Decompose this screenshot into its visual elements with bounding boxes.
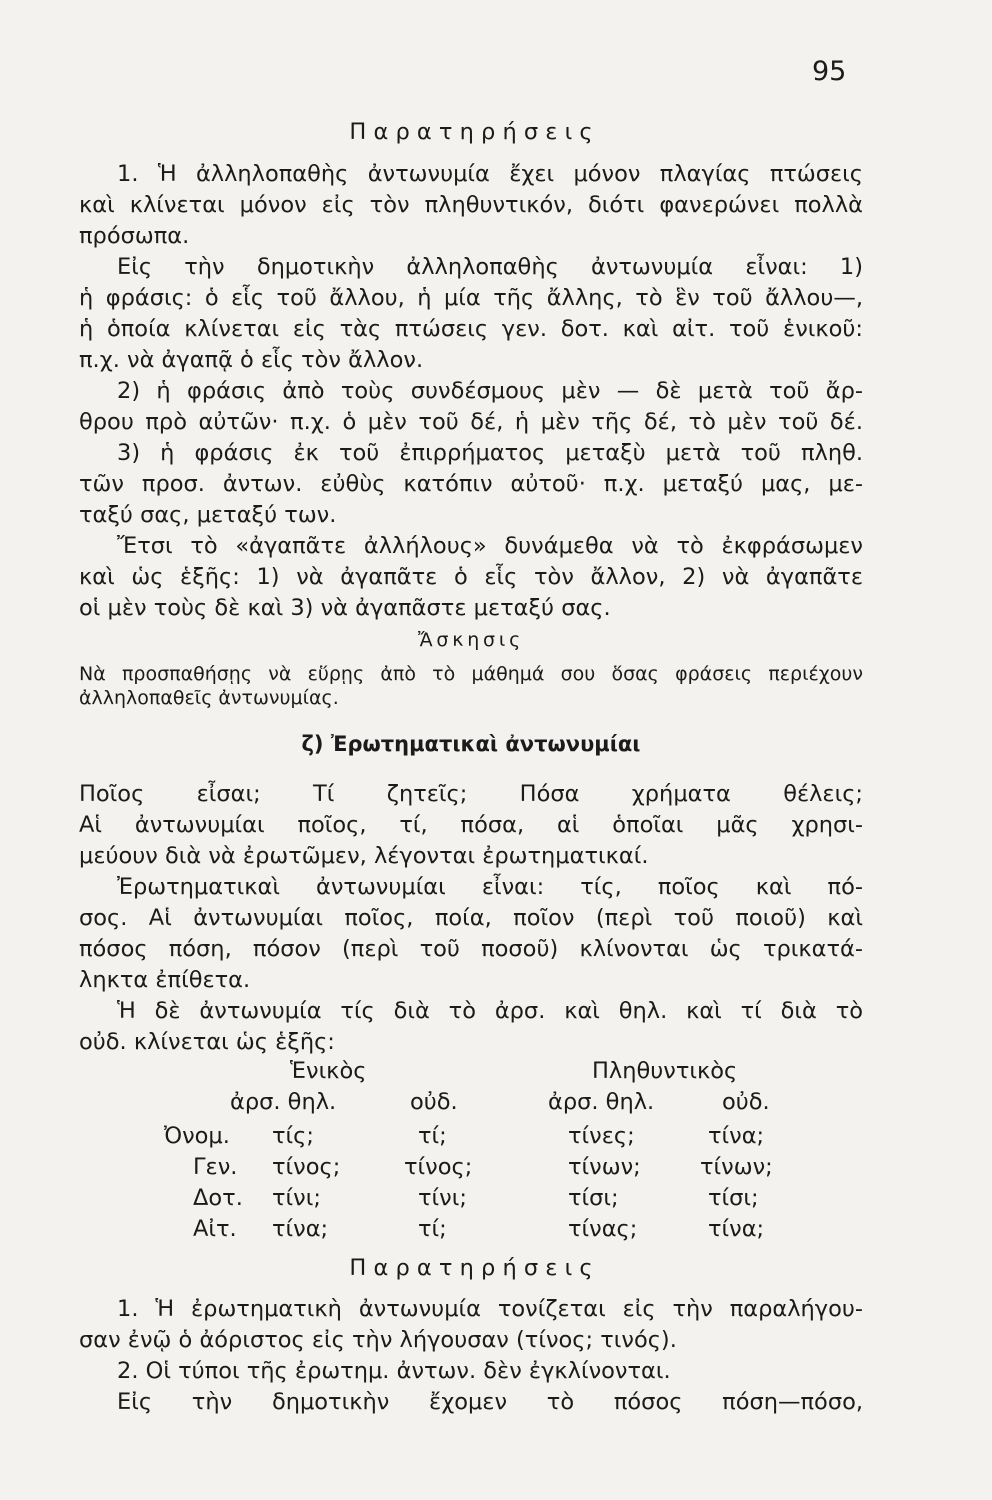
- table-cell: τίνες;: [568, 1123, 635, 1149]
- table-cell: τίσι;: [708, 1185, 759, 1211]
- paragraph-line: ἡ ὁποία κλίνεται εἰς τὰς πτώσεις γεν. δοτ. καὶ αἰτ. τοῦ ἑνικοῦ:: [79, 316, 863, 342]
- paragraph-line: οὐδ. κλίνεται ὡς ἑξῆς:: [79, 1029, 335, 1055]
- case-label: Δοτ.: [193, 1185, 243, 1211]
- section-heading-observations-2: Π α ρ α τ η ρ ή σ ε ι ς: [349, 1255, 593, 1281]
- sub-header: οὐδ.: [722, 1089, 770, 1115]
- paragraph-line: σαν ἐνῷ ὁ ἀόριστος εἰς τὴν λήγουσαν (τίνος; τινός).: [79, 1327, 677, 1353]
- paragraph-line: οἱ μὲν τοὺς δὲ καὶ 3) νὰ ἀγαπᾶστε μεταξύ σας.: [79, 595, 611, 621]
- table-cell: τίνας;: [568, 1216, 638, 1242]
- singular-header: Ἑνικὸς: [290, 1058, 367, 1084]
- paragraph-line: 2. Οἱ τύποι τῆς ἐρωτημ. ἀντων. δὲν ἐγκλίνονται.: [117, 1358, 671, 1384]
- table-cell: τίνων;: [568, 1154, 641, 1180]
- paragraph-line: Ἐρωτηματικαὶ ἀντωνυμίαι εἶναι: τίς, ποῖος καὶ πό-: [117, 874, 863, 900]
- section-heading-observations: Π α ρ α τ η ρ ή σ ε ι ς: [349, 119, 593, 145]
- paragraph-line: πόσος πόση, πόσον (περὶ τοῦ ποσοῦ) κλίνονται ὡς τρικατά-: [79, 936, 863, 962]
- table-cell: τί;: [418, 1123, 447, 1149]
- paragraph-line: μεύουν διὰ νὰ ἐρωτῶμεν, λέγονται ἐρωτηματικαί.: [79, 843, 649, 869]
- paragraph-line: καὶ κλίνεται μόνον εἰς τὸν πληθυντικόν, διότι φανερώνει πολλὰ: [79, 192, 863, 218]
- section-heading-interrogative: ζ) Ἐρωτηματικαὶ ἀντωνυμίαι: [301, 732, 641, 756]
- paragraph-line: Ἡ δὲ ἀντωνυμία τίς διὰ τὸ ἀρσ. καὶ θηλ. καὶ τί διὰ τὸ: [117, 998, 863, 1024]
- paragraph-line: 2) ἡ φράσις ἀπὸ τοὺς συνδέσμους μὲν — δὲ μετὰ τοῦ ἄρ-: [117, 378, 863, 404]
- paragraph-line: Εἰς τὴν δημοτικὴν ἔχομεν τὸ πόσος πόση—πόσο,: [117, 1389, 863, 1415]
- table-cell: τίνων;: [700, 1154, 773, 1180]
- paragraph-line: Ποῖος εἶσαι; Τί ζητεῖς; Πόσα χρήματα θέλεις;: [79, 781, 863, 807]
- table-cell: τίνος;: [272, 1154, 341, 1180]
- paragraph-line: π.χ. νὰ ἀγαπᾷ ὁ εἷς τὸν ἄλλον.: [79, 347, 424, 373]
- paragraph-line: πρόσωπα.: [79, 223, 190, 249]
- paragraph-line: ἡ φράσις: ὁ εἷς τοῦ ἄλλου, ἡ μία τῆς ἄλλης, τὸ ἓν τοῦ ἄλλου—,: [79, 285, 863, 311]
- paragraph-line: ταξύ σας, μεταξύ των.: [79, 502, 337, 528]
- table-cell: τίνα;: [708, 1216, 765, 1242]
- table-cell: τίνα;: [272, 1216, 329, 1242]
- paragraph-line: 1. Ἡ ἀλληλοπαθὴς ἀντωνυμία ἔχει μόνον πλαγίας πτώσεις: [117, 161, 863, 187]
- sub-header: ἀρσ. θηλ.: [548, 1089, 655, 1115]
- table-cell: τίνι;: [272, 1185, 321, 1211]
- paragraph-line: θρου πρὸ αὐτῶν· π.χ. ὁ μὲν τοῦ δέ, ἡ μὲν τῆς δέ, τὸ μὲν τοῦ δέ.: [79, 409, 863, 435]
- paragraph-line: Αἱ ἀντωνυμίαι ποῖος, τί, πόσα, αἱ ὁποῖαι μᾶς χρησι-: [79, 812, 863, 838]
- paragraph-line: 1. Ἡ ἐρωτηματικὴ ἀντωνυμία τονίζεται εἰς τὴν παραλήγου-: [117, 1296, 863, 1322]
- page-number: 95: [812, 56, 847, 87]
- paragraph-line: σος. Αἱ ἀντωνυμίαι ποῖος, ποία, ποῖον (περὶ τοῦ ποιοῦ) καὶ: [79, 905, 863, 931]
- paragraph-line: 3) ἡ φράσις ἐκ τοῦ ἐπιρρήματος μεταξὺ μετὰ τοῦ πληθ.: [117, 440, 863, 466]
- table-cell: τίνι;: [418, 1185, 467, 1211]
- exercise-line: Νὰ προσπαθήσῃς νὰ εὕρῃς ἀπὸ τὸ μάθημά σου ὅσας φράσεις περιέχουν: [79, 663, 863, 685]
- sub-header: ἀρσ. θηλ.: [230, 1089, 337, 1115]
- table-cell: τίνα;: [708, 1123, 765, 1149]
- case-label: Ὀνομ.: [164, 1123, 230, 1149]
- table-cell: τίς;: [272, 1123, 314, 1149]
- exercise-line: ἀλληλοπαθεῖς ἀντωνυμίας.: [79, 687, 339, 709]
- table-cell: τίσι;: [568, 1185, 619, 1211]
- paragraph-line: καὶ ὡς ἑξῆς: 1) νὰ ἀγαπᾶτε ὁ εἷς τὸν ἄλλον, 2) νὰ ἀγαπᾶτε: [79, 564, 863, 590]
- paragraph-line: τῶν προσ. ἀντων. εὐθὺς κατόπιν αὐτοῦ· π.χ. μεταξύ μας, με-: [79, 471, 863, 497]
- table-cell: τί;: [418, 1216, 447, 1242]
- paragraph-line: Ἔτσι τὸ «ἀγαπᾶτε ἀλλήλους» δυνάμεθα νὰ τὸ ἐκφράσωμεν: [117, 533, 863, 559]
- table-cell: τίνος;: [404, 1154, 473, 1180]
- case-label: Γεν.: [193, 1154, 238, 1180]
- sub-header: οὐδ.: [410, 1089, 458, 1115]
- plural-header: Πληθυντικὸς: [592, 1058, 738, 1084]
- exercise-heading: Ἄσκησις: [417, 629, 525, 651]
- case-label: Αἰτ.: [193, 1216, 237, 1242]
- paragraph-line: ληκτα ἐπίθετα.: [79, 967, 251, 993]
- paragraph-line: Εἰς τὴν δημοτικὴν ἀλληλοπαθὴς ἀντωνυμία εἶναι: 1): [117, 254, 863, 280]
